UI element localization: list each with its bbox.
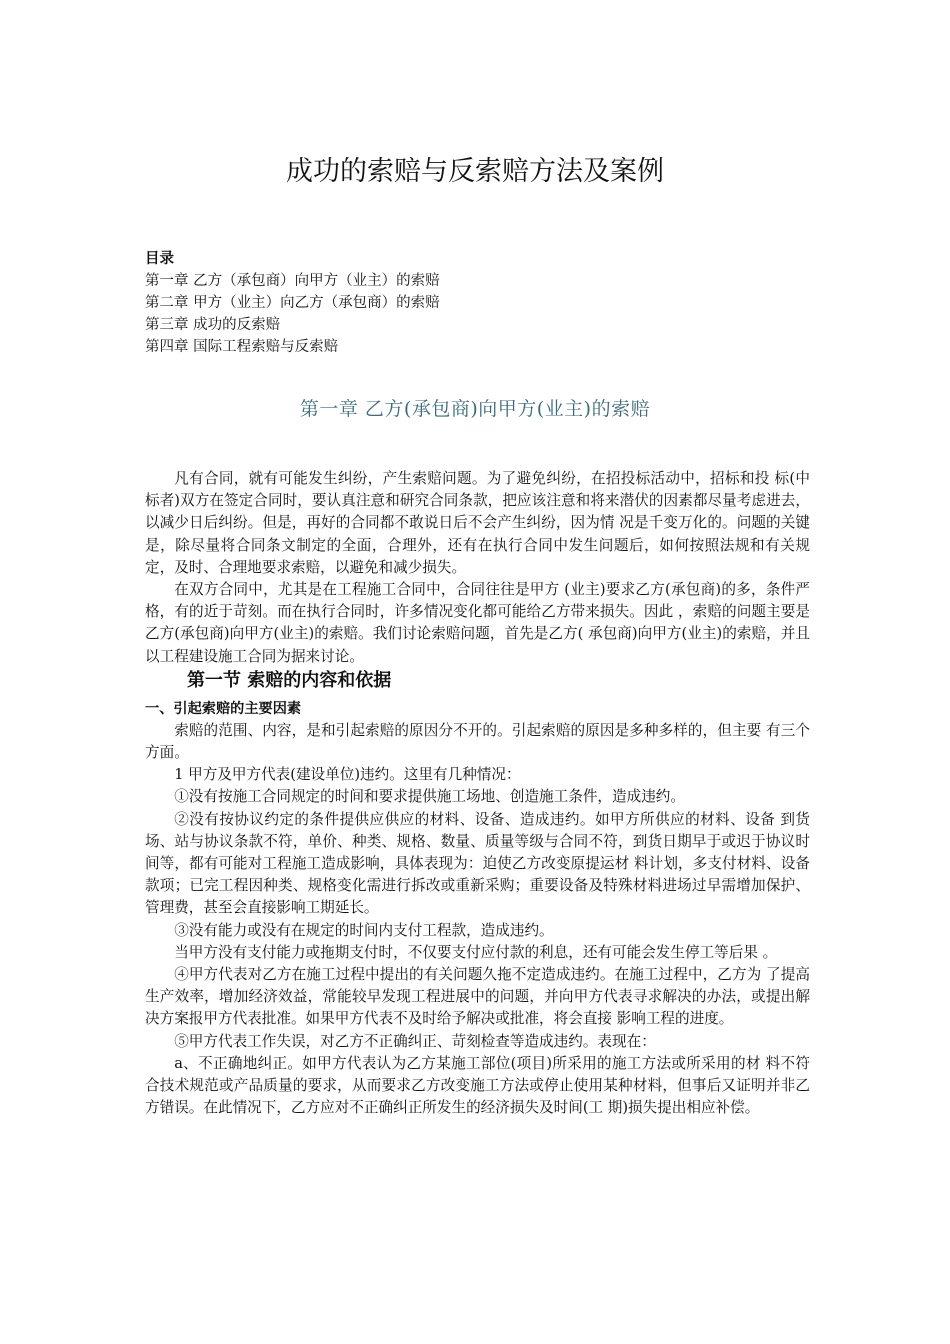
body-paragraph: 当甲方没有支付能力或拖期支付时，不仅要支付应付款的利息，还有可能会发生停工等后果 。 (174, 943, 778, 961)
toc-item[interactable]: 第三章 成功的反索赔 (145, 317, 281, 333)
toc-item[interactable]: 第一章 乙方（承包商）向甲方（业主）的索赔 (145, 273, 440, 289)
subsection-title: 一、引起索赔的主要因素 (145, 700, 302, 717)
section-title: 第一节 索赔的内容和依据 (187, 669, 392, 691)
body-paragraph: ③没有能力或没有在规定的时间内支付工程款，造成违约。 (174, 921, 554, 939)
body-paragraph: a、不正确地纠正。如甲方代表认为乙方某施工部位(项目)所采用的施工方法或所采用的材 料不符合技术规范或产品质量的要求，从而要求乙方改变施工方法或停止使用某种材料，但事后又证明并非乙方错误。在此情况下，乙方应对不正确纠正所发生的经济损失及时间(工 期)损失提出相应补偿。 (145, 1054, 810, 1117)
body-paragraph: ②没有按协议约定的条件提供应供应的材料、设备、造成违约。如甲方所供应的材料、设备 到货场、站与协议条款不符，单价、种类、规格、数量、质量等级与合同不符，到货日期早于或迟于协议时间等，都有可能对工程施工造成影响，具体表现为：迫使乙方改变原提运材 料计划，多支付材料、设备款项；已完工程因种类、规格变化需进行拆改或重新采购；重要设备及特殊材料进场过早需增加保护、管理费，甚至会直接影响工期延长。 (145, 810, 810, 917)
body-paragraph: 凡有合同，就有可能发生纠纷，产生索赔问题。为了避免纠纷，在招投标活动中，招标和投 标(中标者)双方在签定合同时，要认真注意和研究合同条款，把应该注意和将来潜伏的因素都尽量考虑进去，以减少日后纠纷。但是，再好的合同都不敢说日后不会产生纠纷，因为情 况是千变万化的。问题的关键是，除尽量将合同条文制定的全面，合理外，还有在执行合同中发生问题后，如何按照法规和有关规定，及时、合理地要求索赔，以避免和减少损失。 (145, 470, 810, 576)
body-paragraph: ④甲方代表对乙方在施工过程中提出的有关问题久拖不定造成违约。在施工过程中，乙方为 了提高生产效率，增加经济效益，常能较早发现工程进展中的问题，并向甲方代表寻求解决的办法，或提出解决方案报甲方代表批准。如果甲方代表不及时给予解决或批准，将会直接 影响工程的进度。 (145, 966, 810, 1028)
toc-item[interactable]: 第二章 甲方（业主）向乙方（承包商）的索赔 (145, 295, 440, 311)
body-paragraph: 1 甲方及甲方代表(建设单位)违约。这里有几种情况： (174, 766, 521, 784)
document-title: 成功的索赔与反索赔方法及案例 (286, 156, 664, 187)
table-of-contents (145, 248, 805, 358)
body-paragraph: ⑤甲方代表工作失误，对乙方不正确纠正、苛刻检查等造成违约。表现在： (174, 1032, 656, 1050)
toc-item[interactable]: 第四章 国际工程索赔与反索赔 (145, 339, 339, 355)
body-paragraph: 索赔的范围、内容，是和引起索赔的原因分不开的。引起索赔的原因是多种多样的，但主要 有三个方面。 (145, 721, 810, 762)
body-paragraph: 在双方合同中，尤其是在工程施工合同中，合同往往是甲方 (业主)要求乙方(承包商)的多，条件严格，有的近于苛刻。而在执行合同时，许多情况变化都可能给乙方带来损失。因此 ，索赔的问题主要是乙方(承包商)向甲方(业主)的索赔。我们讨论索赔问题，首先是乙方( 承包商)向甲方(业主)的索赔，并且以工程建设施工合同为据来讨论。 (145, 581, 810, 665)
document-body (145, 468, 810, 1119)
toc-heading: 目录 (145, 251, 174, 267)
chapter-title: 第一章 乙方(承包商)向甲方(业主)的索赔 (299, 398, 651, 420)
body-paragraph: ①没有按施工合同规定的时间和要求提供施工场地、创造施工条件，造成违约。 (174, 788, 685, 806)
